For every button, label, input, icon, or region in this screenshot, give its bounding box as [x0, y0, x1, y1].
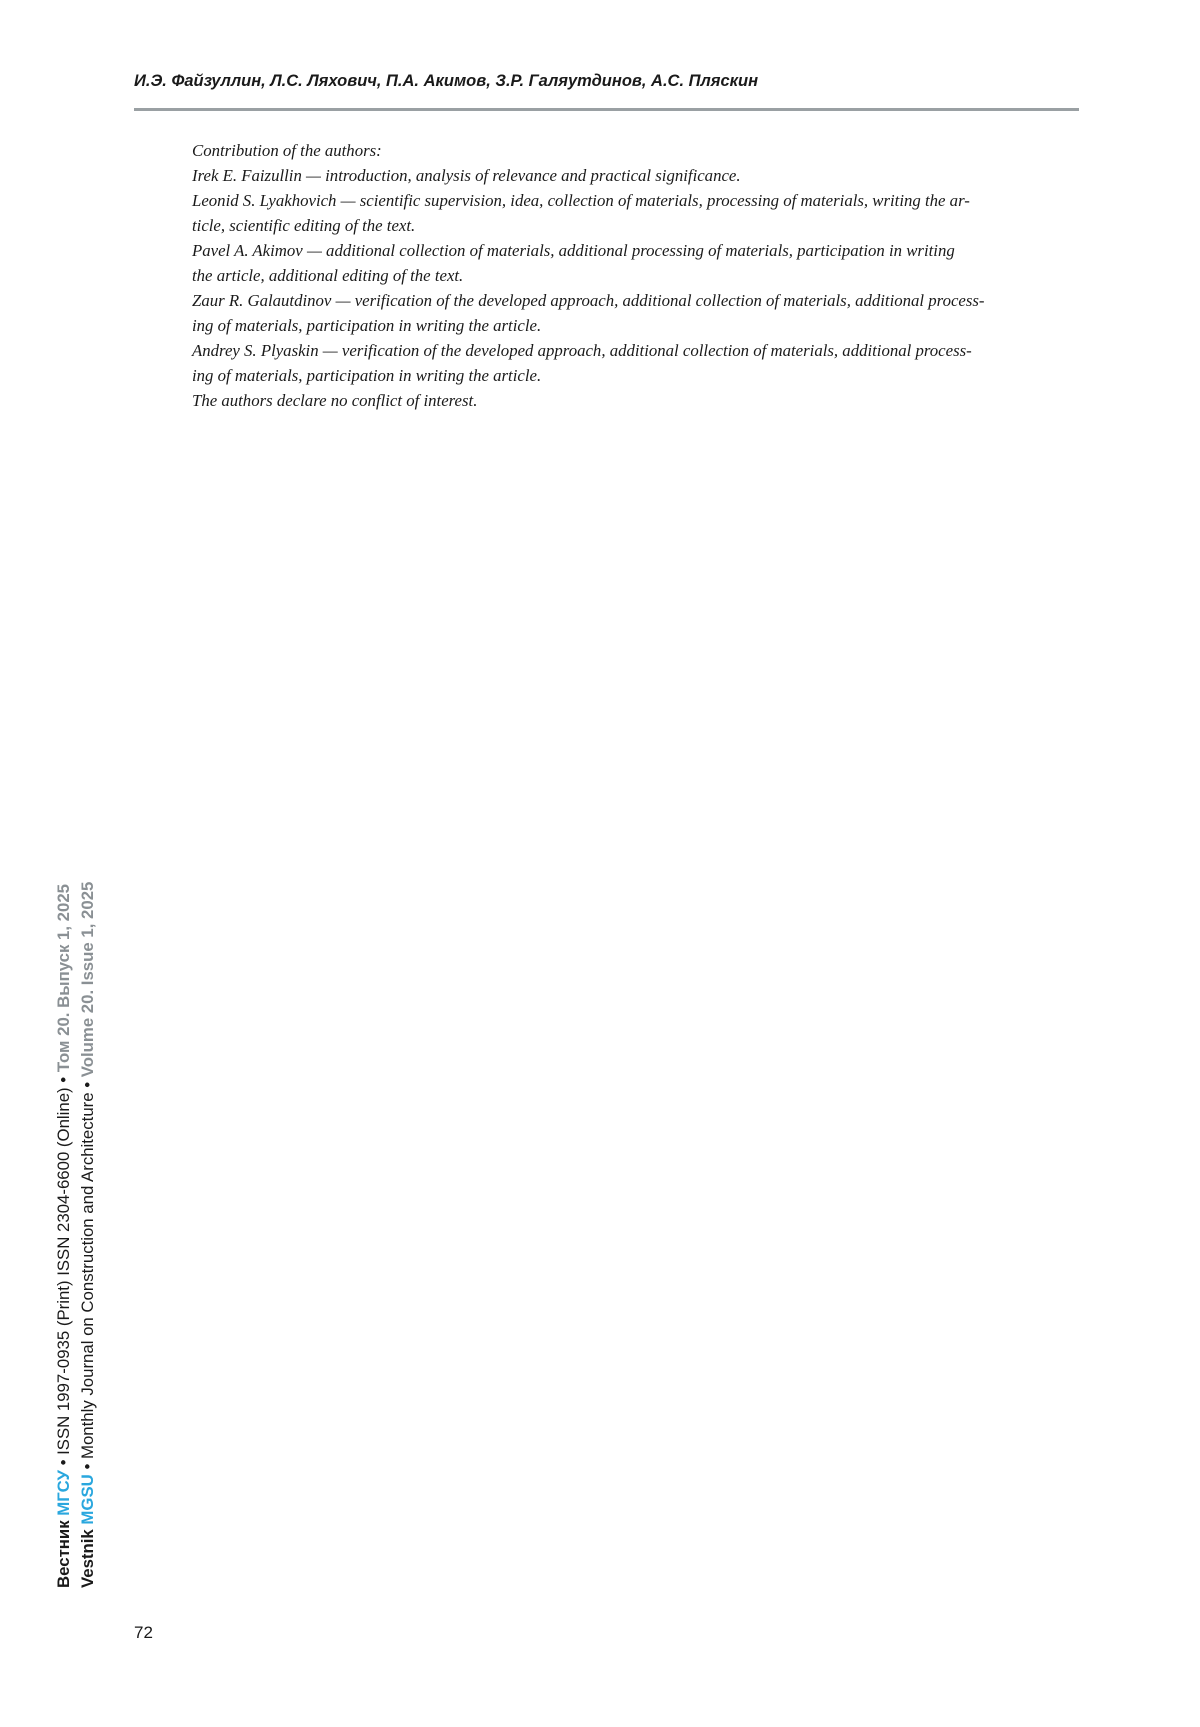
- journal-name-ru: Вестник: [54, 1515, 73, 1588]
- contribution-line: Pavel A. Akimov — additional collection of materials, additional processing of materials, participation in writing: [192, 241, 955, 260]
- contribution-line: ing of materials, participation in writing the article.: [192, 316, 542, 335]
- issue-en: Volume 20. Issue 1, 2025: [78, 881, 97, 1078]
- contribution-line: ticle, scientific editing of the text.: [192, 216, 416, 235]
- contribution-line: the article, additional editing of the text.: [192, 266, 464, 285]
- sidebar-row-en: [76, 882, 100, 1588]
- contribution-line: Zaur R. Galautdinov — verification of the developed approach, additional collection of materials, additional process-: [192, 291, 985, 310]
- journal-name-en: Vestnik: [78, 1524, 97, 1588]
- journal-sidebar: [52, 882, 100, 1588]
- running-head-authors: И.Э. Файзуллин, Л.С. Ляхович, П.А. Акимов, З.Р. Галяутдинов, А.С. Пляскин: [134, 72, 759, 90]
- contribution-line: Andrey S. Plyaskin — verification of the developed approach, additional collection of materials, additional process-: [192, 341, 972, 360]
- issue-ru: Том 20. Выпуск 1, 2025: [54, 883, 73, 1073]
- journal-brand-ru: МГСУ: [54, 1470, 73, 1516]
- contribution-heading: Contribution of the authors:: [192, 141, 382, 160]
- journal-subtitle: • Monthly Journal on Construction and Architecture •: [78, 1077, 97, 1475]
- issn-text: • ISSN 1997-0935 (Print) ISSN 2304-6600 (Online) •: [54, 1072, 73, 1471]
- page-number: 72: [134, 1623, 153, 1642]
- conflict-of-interest: The authors declare no conflict of interest.: [192, 391, 478, 410]
- journal-brand-en: MGSU: [78, 1474, 97, 1525]
- contribution-line: ing of materials, participation in writing the article.: [192, 366, 542, 385]
- header-divider: [134, 108, 1079, 111]
- authors-contribution: [192, 138, 1077, 413]
- contribution-line: Irek E. Faizullin — introduction, analysis of relevance and practical significance.: [192, 166, 741, 185]
- contribution-line: Leonid S. Lyakhovich — scientific supervision, idea, collection of materials, processing of materials, writing the ar-: [192, 191, 970, 210]
- sidebar-row-ru: [52, 882, 76, 1588]
